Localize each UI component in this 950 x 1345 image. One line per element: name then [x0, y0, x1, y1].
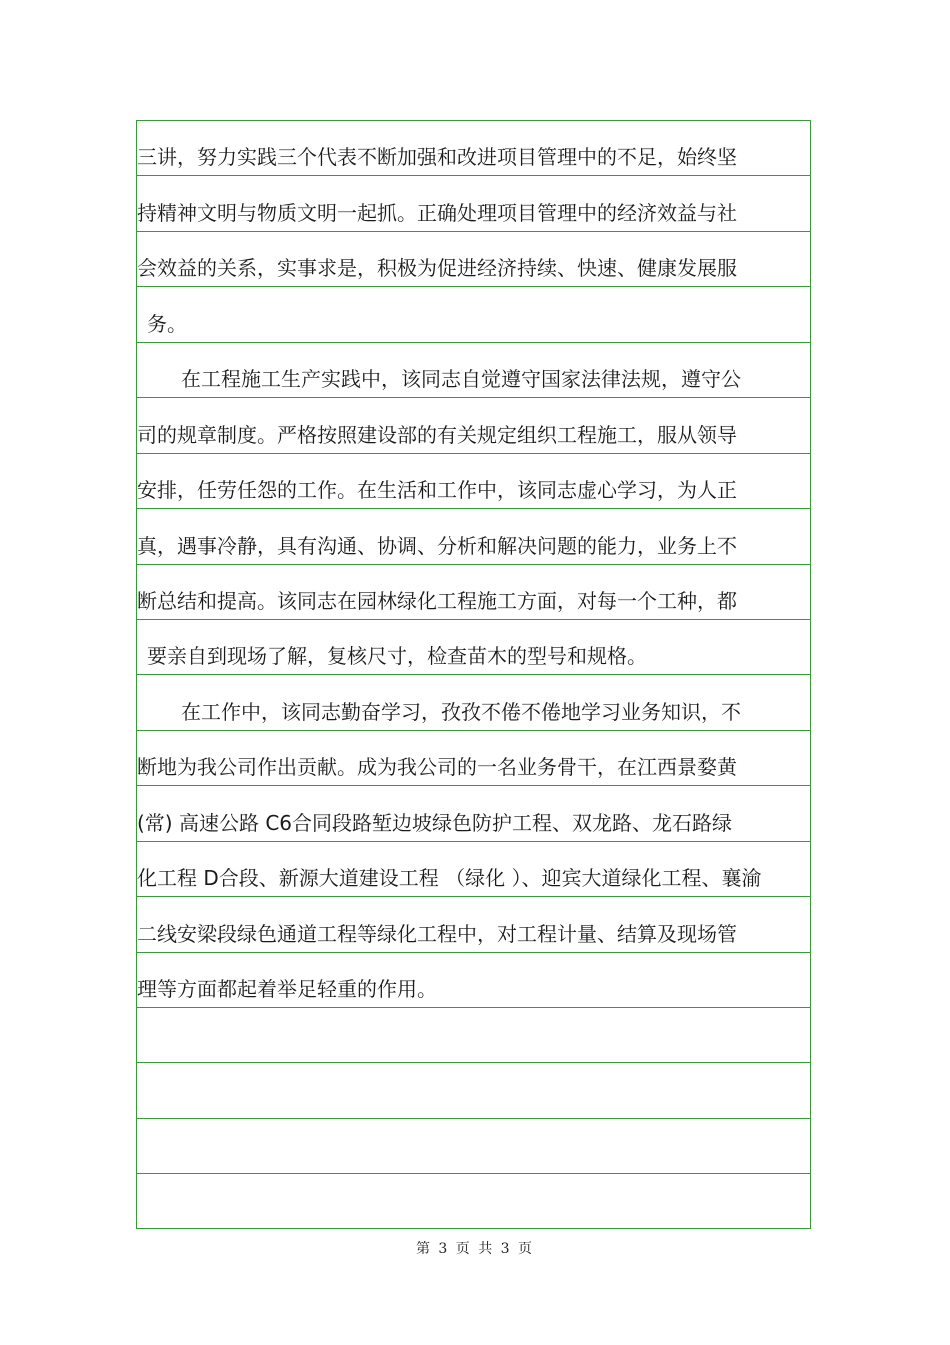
line-text: 在工作中，该同志勤奋学习，孜孜不倦不倦地学习业务知识，不 — [181, 699, 741, 724]
line-text: 在工程施工生产实践中，该同志自觉遵守国家法律法规，遵守公 — [181, 367, 741, 392]
empty-line — [137, 1119, 810, 1174]
empty-line — [137, 1174, 810, 1229]
empty-line — [137, 1008, 810, 1063]
line-text: 三讲，努力实践三个代表不断加强和改进项目管理中的不足，始终坚 — [137, 145, 737, 170]
line-text: 断地为我公司作出贡献。成为我公司的一名业务骨干，在江西景婺黄 — [137, 755, 737, 780]
text-line — [137, 953, 810, 1008]
text-line — [137, 121, 810, 176]
line-text: (常) 高速公路 C6合同段路堑边坡绿色防护工程、双龙路、龙石路绿 — [137, 810, 733, 835]
line-text: 理等方面都起着举足轻重的作用。 — [137, 977, 437, 1001]
text-line — [137, 620, 810, 675]
line-text: 安排，任劳任怨的工作。在生活和工作中，该同志虚心学习，为人正 — [137, 478, 737, 503]
text-line — [137, 786, 810, 841]
line-text: 会效益的关系，实事求是，积极为促进经济持续、快速、健康发展服 — [137, 256, 737, 281]
text-line — [137, 842, 810, 897]
text-line — [137, 343, 810, 398]
line-text: 二线安梁段绿色通道工程等绿化工程中，对工程计量、结算及现场管 — [137, 921, 737, 946]
line-text: 真，遇事冷静，具有沟通、协调、分析和解决问题的能力，业务上不 — [137, 533, 737, 558]
text-line — [137, 509, 810, 564]
text-line — [137, 176, 810, 231]
line-text: 断总结和提高。该同志在园林绿化工程施工方面，对每一个工种，都 — [137, 588, 737, 613]
text-line — [137, 287, 810, 342]
text-line — [137, 398, 810, 453]
text-line — [137, 731, 810, 786]
line-text: 持精神文明与物质文明一起抓。正确处理项目管理中的经济效益与社 — [137, 200, 737, 225]
text-line — [137, 232, 810, 287]
text-line — [137, 675, 810, 730]
line-text: 化工程 D合段、新源大道建设工程 （绿化 ）、迎宾大道绿化工程、襄渝 — [137, 866, 762, 891]
page-number-footer: 第 3 页 共 3 页 — [415, 1241, 535, 1257]
text-line — [137, 565, 810, 620]
empty-line — [137, 1063, 810, 1118]
line-text: 司的规章制度。严格按照建设部的有关规定组织工程施工，服从领导 — [137, 422, 737, 447]
line-text: 务。 — [147, 311, 187, 336]
text-line — [137, 454, 810, 509]
text-line — [137, 897, 810, 952]
line-text: 要亲自到现场了解，复核尺寸，检查苗木的型号和规格。 — [147, 644, 647, 669]
ruled-text-frame — [136, 120, 811, 1229]
